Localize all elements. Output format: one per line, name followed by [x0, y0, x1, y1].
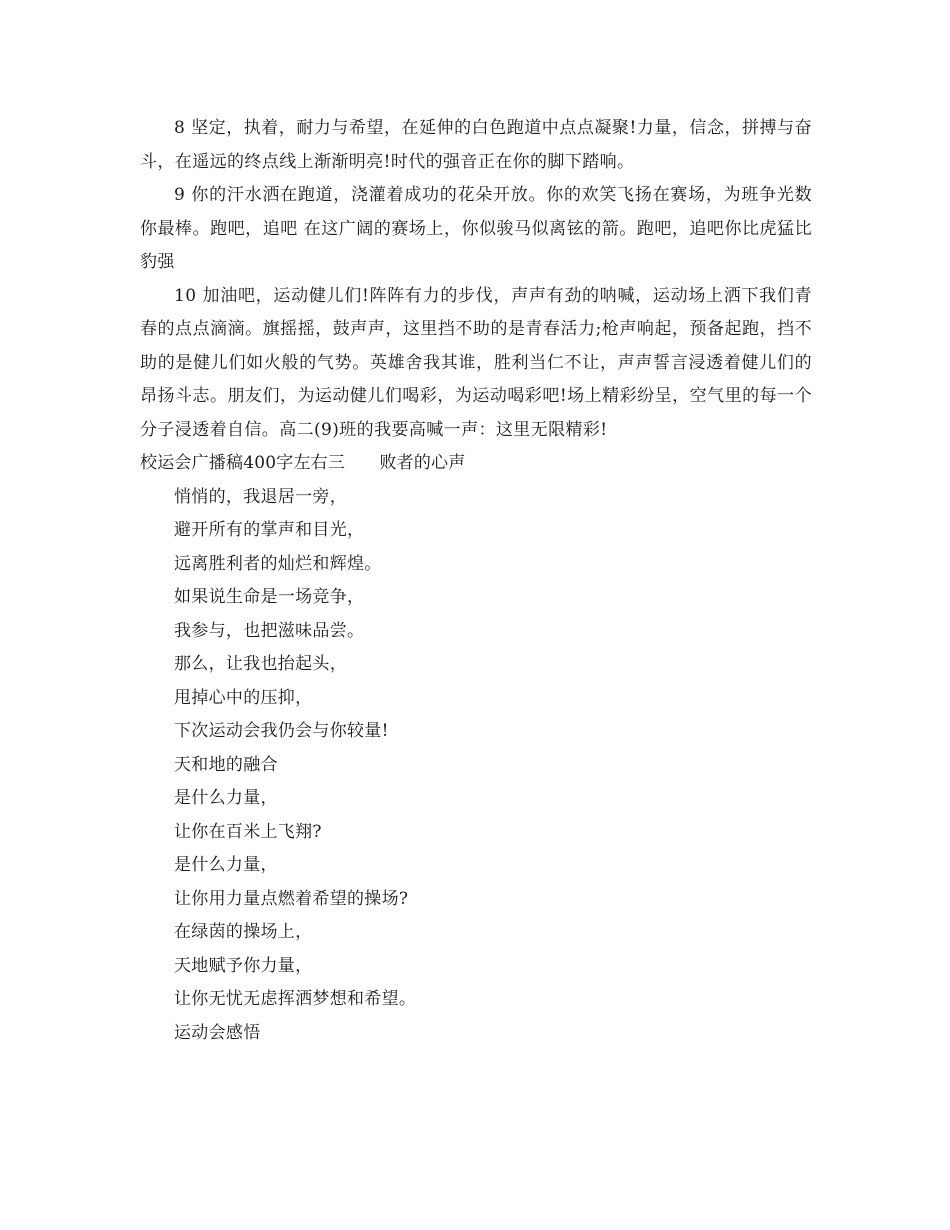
poem-line: 甩掉心中的压抑，	[174, 687, 313, 708]
document-page	[140, 112, 812, 1050]
poem-line: 悄悄的，我退居一旁，	[174, 486, 347, 507]
poem-line: 天地赋予你力量，	[174, 955, 313, 976]
poem-line: 是什么力量，	[174, 855, 278, 875]
poem-line: 让你用力量点燃着希望的操场?	[174, 888, 409, 909]
section-heading: 校运会广播稿400字左右三 败者的心声	[140, 453, 466, 473]
poem-line: 那么，让我也抬起头，	[174, 654, 347, 674]
paragraph-9: 9 你的汗水洒在跑道，浇灌着成功的花朵开放。你的欢笑飞扬在赛场，为班争光数你最棒。跑吧，追吧 在这广阔的赛场上，你似骏马似离铉的箭。跑吧，追吧你比虎猛比豹强	[140, 185, 812, 272]
poem-line: 下次运动会我仍会与你较量!	[174, 721, 389, 741]
poem	[140, 481, 812, 1051]
poem-line: 在绿茵的操场上，	[174, 922, 313, 942]
paragraph-8: 8 坚定，执着，耐力与希望，在延伸的白色跑道中点点凝聚!力量，信念，拼搏与奋斗，在遥远的终点线上渐渐明亮!时代的强音正在你的脚下踏响。	[140, 118, 812, 172]
poem-line: 天和地的融合	[174, 754, 278, 775]
poem-line: 我参与，也把滋味品尝。	[174, 620, 365, 641]
poem-line: 让你在百米上飞翔?	[174, 821, 322, 842]
poem-line: 是什么力量，	[174, 788, 278, 808]
paragraph-10: 10 加油吧，运动健儿们!阵阵有力的步伐，声声有劲的呐喊，运动场上洒下我们青春的点点滴滴。旗摇摇，鼓声声，这里挡不助的是青春活力;枪声响起，预备起跑，挡不助的是健儿们如火般的气势。英雄舍我其谁，胜利当仁不让，声声誓言浸透着健儿们的昂扬斗志。朋友们，为运动健儿们喝彩，为运动喝彩吧!场上精彩纷呈，空气里的每一个分子浸透着自信。高二(9)班的我要高喊一声：这里无限精彩!	[140, 285, 812, 440]
poem-line: 让你无忧无虑挥洒梦想和希望。	[174, 989, 417, 1009]
poem-line: 避开所有的掌声和目光，	[174, 520, 365, 540]
poem-line: 远离胜利者的灿烂和辉煌。	[174, 553, 382, 574]
poem-line: 运动会感悟	[174, 1022, 261, 1043]
poem-line: 如果说生命是一场竞争，	[174, 587, 365, 607]
